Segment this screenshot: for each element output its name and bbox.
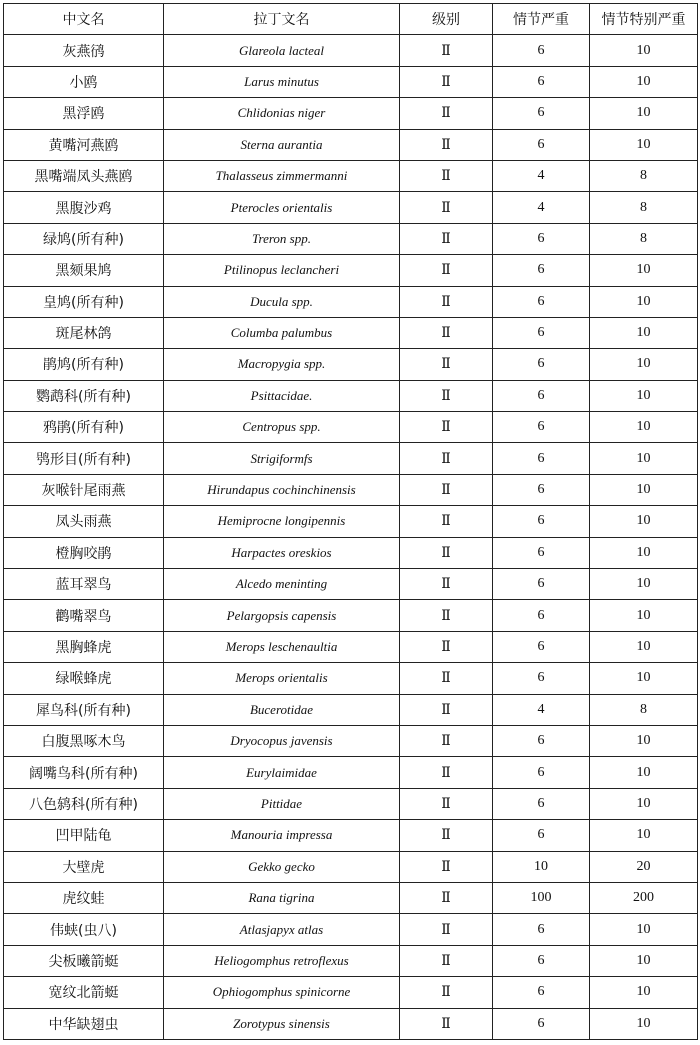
serious-cell: 6 bbox=[493, 537, 590, 568]
latin-name-cell: Merops orientalis bbox=[164, 663, 400, 694]
level-cell: Ⅱ bbox=[400, 820, 493, 851]
serious-cell: 6 bbox=[493, 788, 590, 819]
level-cell: Ⅱ bbox=[400, 882, 493, 913]
table-row bbox=[4, 1008, 698, 1039]
table-row bbox=[4, 380, 698, 411]
table-row bbox=[4, 160, 698, 191]
latin-name-cell: Bucerotidae bbox=[164, 694, 400, 725]
level-cell: Ⅱ bbox=[400, 349, 493, 380]
level-cell: Ⅱ bbox=[400, 35, 493, 66]
serious-cell: 6 bbox=[493, 600, 590, 631]
latin-name-cell: Thalasseus zimmermanni bbox=[164, 160, 400, 191]
level-cell: Ⅱ bbox=[400, 255, 493, 286]
table-header bbox=[4, 4, 698, 35]
level-cell: Ⅱ bbox=[400, 506, 493, 537]
table-row bbox=[4, 725, 698, 756]
latin-name-cell: Glareola lacteal bbox=[164, 35, 400, 66]
table-row bbox=[4, 600, 698, 631]
serious-cell: 6 bbox=[493, 129, 590, 160]
especially-serious-cell: 10 bbox=[590, 412, 698, 443]
especially-serious-cell: 200 bbox=[590, 882, 698, 913]
chinese-name-cell: 鸦鹃(所有种) bbox=[4, 412, 164, 443]
header-latin-name: 拉丁文名 bbox=[164, 4, 400, 35]
chinese-name-cell: 阔嘴鸟科(所有种) bbox=[4, 757, 164, 788]
level-cell: Ⅱ bbox=[400, 694, 493, 725]
latin-name-cell: Alcedo meninting bbox=[164, 569, 400, 600]
chinese-name-cell: 鸮形目(所有种) bbox=[4, 443, 164, 474]
serious-cell: 6 bbox=[493, 569, 590, 600]
serious-cell: 6 bbox=[493, 945, 590, 976]
chinese-name-cell: 黑颏果鸠 bbox=[4, 255, 164, 286]
header-level: 级别 bbox=[400, 4, 493, 35]
level-cell: Ⅱ bbox=[400, 725, 493, 756]
especially-serious-cell: 10 bbox=[590, 66, 698, 97]
chinese-name-cell: 绿喉蜂虎 bbox=[4, 663, 164, 694]
level-cell: Ⅱ bbox=[400, 286, 493, 317]
especially-serious-cell: 10 bbox=[590, 820, 698, 851]
chinese-name-cell: 斑尾林鸽 bbox=[4, 317, 164, 348]
especially-serious-cell: 10 bbox=[590, 1008, 698, 1039]
level-cell: Ⅱ bbox=[400, 443, 493, 474]
especially-serious-cell: 10 bbox=[590, 380, 698, 411]
table-row bbox=[4, 882, 698, 913]
latin-name-cell: Harpactes oreskios bbox=[164, 537, 400, 568]
chinese-name-cell: 绿鸠(所有种) bbox=[4, 223, 164, 254]
chinese-name-cell: 鹳嘴翠鸟 bbox=[4, 600, 164, 631]
chinese-name-cell: 橙胸咬鹃 bbox=[4, 537, 164, 568]
serious-cell: 6 bbox=[493, 977, 590, 1008]
latin-name-cell: Ptilinopus leclancheri bbox=[164, 255, 400, 286]
serious-cell: 6 bbox=[493, 380, 590, 411]
especially-serious-cell: 8 bbox=[590, 694, 698, 725]
chinese-name-cell: 尖板曦箭蜓 bbox=[4, 945, 164, 976]
latin-name-cell: Macropygia spp. bbox=[164, 349, 400, 380]
table-row bbox=[4, 851, 698, 882]
serious-cell: 6 bbox=[493, 317, 590, 348]
latin-name-cell: Zorotypus sinensis bbox=[164, 1008, 400, 1039]
especially-serious-cell: 10 bbox=[590, 255, 698, 286]
chinese-name-cell: 鹦鹉科(所有种) bbox=[4, 380, 164, 411]
table-row bbox=[4, 223, 698, 254]
especially-serious-cell: 20 bbox=[590, 851, 698, 882]
latin-name-cell: Centropus spp. bbox=[164, 412, 400, 443]
level-cell: Ⅱ bbox=[400, 569, 493, 600]
table-row bbox=[4, 286, 698, 317]
especially-serious-cell: 10 bbox=[590, 725, 698, 756]
latin-name-cell: Pelargopsis capensis bbox=[164, 600, 400, 631]
especially-serious-cell: 10 bbox=[590, 788, 698, 819]
header-chinese-name: 中文名 bbox=[4, 4, 164, 35]
chinese-name-cell: 小鸥 bbox=[4, 66, 164, 97]
latin-name-cell: Treron spp. bbox=[164, 223, 400, 254]
serious-cell: 6 bbox=[493, 914, 590, 945]
latin-name-cell: Psittacidae. bbox=[164, 380, 400, 411]
header-especially-serious: 情节特别严重 bbox=[590, 4, 698, 35]
level-cell: Ⅱ bbox=[400, 223, 493, 254]
serious-cell: 6 bbox=[493, 35, 590, 66]
especially-serious-cell: 8 bbox=[590, 223, 698, 254]
table-row bbox=[4, 66, 698, 97]
latin-name-cell: Pterocles orientalis bbox=[164, 192, 400, 223]
table-row bbox=[4, 820, 698, 851]
chinese-name-cell: 黑胸蜂虎 bbox=[4, 631, 164, 662]
latin-name-cell: Ophiogomphus spinicorne bbox=[164, 977, 400, 1008]
especially-serious-cell: 10 bbox=[590, 443, 698, 474]
table-row bbox=[4, 255, 698, 286]
chinese-name-cell: 灰喉针尾雨燕 bbox=[4, 474, 164, 505]
chinese-name-cell: 八色鸫科(所有种) bbox=[4, 788, 164, 819]
serious-cell: 6 bbox=[493, 757, 590, 788]
latin-name-cell: Sterna aurantia bbox=[164, 129, 400, 160]
especially-serious-cell: 10 bbox=[590, 537, 698, 568]
especially-serious-cell: 10 bbox=[590, 98, 698, 129]
table-row bbox=[4, 694, 698, 725]
table-row bbox=[4, 35, 698, 66]
chinese-name-cell: 凹甲陆龟 bbox=[4, 820, 164, 851]
especially-serious-cell: 10 bbox=[590, 945, 698, 976]
chinese-name-cell: 蓝耳翠鸟 bbox=[4, 569, 164, 600]
latin-name-cell: Manouria impressa bbox=[164, 820, 400, 851]
latin-name-cell: Columba palumbus bbox=[164, 317, 400, 348]
table-body bbox=[4, 35, 698, 1040]
level-cell: Ⅱ bbox=[400, 945, 493, 976]
level-cell: Ⅱ bbox=[400, 537, 493, 568]
chinese-name-cell: 黑腹沙鸡 bbox=[4, 192, 164, 223]
level-cell: Ⅱ bbox=[400, 380, 493, 411]
level-cell: Ⅱ bbox=[400, 1008, 493, 1039]
level-cell: Ⅱ bbox=[400, 98, 493, 129]
latin-name-cell: Dryocopus javensis bbox=[164, 725, 400, 756]
table-row bbox=[4, 443, 698, 474]
latin-name-cell: Strigiformfs bbox=[164, 443, 400, 474]
serious-cell: 6 bbox=[493, 725, 590, 756]
latin-name-cell: Merops leschenaultia bbox=[164, 631, 400, 662]
serious-cell: 4 bbox=[493, 694, 590, 725]
level-cell: Ⅱ bbox=[400, 160, 493, 191]
chinese-name-cell: 中华缺翅虫 bbox=[4, 1008, 164, 1039]
especially-serious-cell: 10 bbox=[590, 317, 698, 348]
level-cell: Ⅱ bbox=[400, 663, 493, 694]
chinese-name-cell: 宽纹北箭蜓 bbox=[4, 977, 164, 1008]
species-table bbox=[3, 3, 698, 1040]
latin-name-cell: Larus minutus bbox=[164, 66, 400, 97]
latin-name-cell: Heliogomphus retroflexus bbox=[164, 945, 400, 976]
serious-cell: 6 bbox=[493, 820, 590, 851]
level-cell: Ⅱ bbox=[400, 788, 493, 819]
especially-serious-cell: 10 bbox=[590, 631, 698, 662]
latin-name-cell: Hemiprocne longipennis bbox=[164, 506, 400, 537]
table-row bbox=[4, 977, 698, 1008]
table-row bbox=[4, 474, 698, 505]
level-cell: Ⅱ bbox=[400, 977, 493, 1008]
level-cell: Ⅱ bbox=[400, 317, 493, 348]
table-row bbox=[4, 757, 698, 788]
especially-serious-cell: 10 bbox=[590, 914, 698, 945]
chinese-name-cell: 黑嘴端凤头燕鸥 bbox=[4, 160, 164, 191]
especially-serious-cell: 10 bbox=[590, 757, 698, 788]
latin-name-cell: Atlasjapyx atlas bbox=[164, 914, 400, 945]
especially-serious-cell: 8 bbox=[590, 160, 698, 191]
level-cell: Ⅱ bbox=[400, 851, 493, 882]
latin-name-cell: Eurylaimidae bbox=[164, 757, 400, 788]
serious-cell: 6 bbox=[493, 286, 590, 317]
table-row bbox=[4, 192, 698, 223]
level-cell: Ⅱ bbox=[400, 66, 493, 97]
chinese-name-cell: 黄嘴河燕鸥 bbox=[4, 129, 164, 160]
table-row bbox=[4, 569, 698, 600]
table-row bbox=[4, 537, 698, 568]
serious-cell: 6 bbox=[493, 474, 590, 505]
serious-cell: 4 bbox=[493, 160, 590, 191]
level-cell: Ⅱ bbox=[400, 631, 493, 662]
especially-serious-cell: 10 bbox=[590, 600, 698, 631]
level-cell: Ⅱ bbox=[400, 474, 493, 505]
chinese-name-cell: 虎纹蛙 bbox=[4, 882, 164, 913]
table-row bbox=[4, 98, 698, 129]
serious-cell: 6 bbox=[493, 1008, 590, 1039]
chinese-name-cell: 鹃鸠(所有种) bbox=[4, 349, 164, 380]
serious-cell: 4 bbox=[493, 192, 590, 223]
especially-serious-cell: 10 bbox=[590, 286, 698, 317]
table-row bbox=[4, 788, 698, 819]
header-serious: 情节严重 bbox=[493, 4, 590, 35]
especially-serious-cell: 10 bbox=[590, 977, 698, 1008]
chinese-name-cell: 皇鸠(所有种) bbox=[4, 286, 164, 317]
level-cell: Ⅱ bbox=[400, 129, 493, 160]
level-cell: Ⅱ bbox=[400, 412, 493, 443]
latin-name-cell: Chlidonias niger bbox=[164, 98, 400, 129]
serious-cell: 6 bbox=[493, 223, 590, 254]
chinese-name-cell: 犀鸟科(所有种) bbox=[4, 694, 164, 725]
especially-serious-cell: 10 bbox=[590, 663, 698, 694]
table-row bbox=[4, 945, 698, 976]
latin-name-cell: Rana tigrina bbox=[164, 882, 400, 913]
level-cell: Ⅱ bbox=[400, 757, 493, 788]
serious-cell: 6 bbox=[493, 349, 590, 380]
latin-name-cell: Hirundapus cochinchinensis bbox=[164, 474, 400, 505]
chinese-name-cell: 大壁虎 bbox=[4, 851, 164, 882]
especially-serious-cell: 10 bbox=[590, 474, 698, 505]
table-row bbox=[4, 506, 698, 537]
serious-cell: 10 bbox=[493, 851, 590, 882]
latin-name-cell: Ducula spp. bbox=[164, 286, 400, 317]
header-row bbox=[4, 4, 698, 35]
chinese-name-cell: 黑浮鸥 bbox=[4, 98, 164, 129]
table-row bbox=[4, 914, 698, 945]
serious-cell: 6 bbox=[493, 66, 590, 97]
table-row bbox=[4, 349, 698, 380]
latin-name-cell: Pittidae bbox=[164, 788, 400, 819]
level-cell: Ⅱ bbox=[400, 192, 493, 223]
especially-serious-cell: 10 bbox=[590, 349, 698, 380]
serious-cell: 6 bbox=[493, 412, 590, 443]
table-row bbox=[4, 631, 698, 662]
serious-cell: 6 bbox=[493, 631, 590, 662]
serious-cell: 6 bbox=[493, 506, 590, 537]
especially-serious-cell: 10 bbox=[590, 35, 698, 66]
serious-cell: 6 bbox=[493, 98, 590, 129]
table-row bbox=[4, 663, 698, 694]
table-row bbox=[4, 317, 698, 348]
serious-cell: 6 bbox=[493, 663, 590, 694]
especially-serious-cell: 10 bbox=[590, 569, 698, 600]
serious-cell: 6 bbox=[493, 255, 590, 286]
especially-serious-cell: 10 bbox=[590, 129, 698, 160]
especially-serious-cell: 8 bbox=[590, 192, 698, 223]
latin-name-cell: Gekko gecko bbox=[164, 851, 400, 882]
serious-cell: 6 bbox=[493, 443, 590, 474]
table-row bbox=[4, 412, 698, 443]
chinese-name-cell: 灰燕鸻 bbox=[4, 35, 164, 66]
table-row bbox=[4, 129, 698, 160]
serious-cell: 100 bbox=[493, 882, 590, 913]
chinese-name-cell: 白腹黑啄木鸟 bbox=[4, 725, 164, 756]
level-cell: Ⅱ bbox=[400, 914, 493, 945]
level-cell: Ⅱ bbox=[400, 600, 493, 631]
chinese-name-cell: 凤头雨燕 bbox=[4, 506, 164, 537]
chinese-name-cell: 伟蛱(虫八) bbox=[4, 914, 164, 945]
especially-serious-cell: 10 bbox=[590, 506, 698, 537]
